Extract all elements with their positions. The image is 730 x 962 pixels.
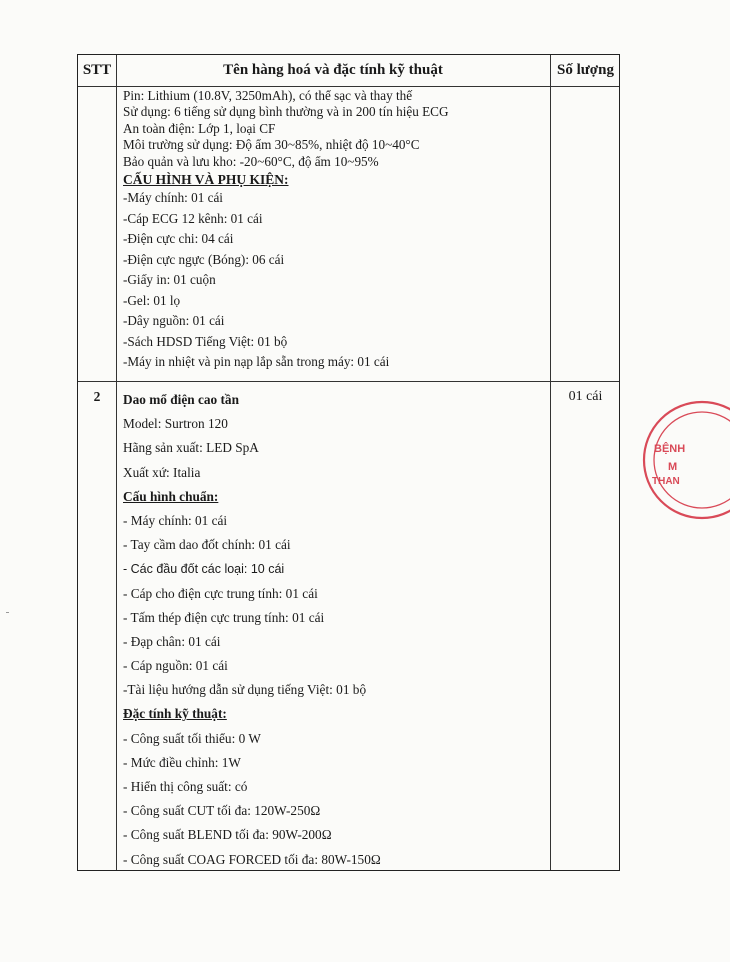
seal-icon — [640, 402, 730, 522]
config-item: -Giấy in: 01 cuộn — [123, 272, 216, 288]
config-item: -Điện cực ngực (Bóng): 06 cái — [123, 251, 285, 267]
spec-line: Sử dụng: 6 tiếng sử dụng bình thường và in 200 tín hiệu ECG — [123, 104, 449, 120]
tech-spec-item: - Công suất COAG FORCED tối đa: 80W-150Ω — [123, 851, 381, 867]
config-item: -Máy chính: 01 cái — [123, 190, 223, 206]
seal-text: THAN — [652, 476, 680, 487]
tech-spec-item: - Công suất tối thiểu: 0 W — [123, 730, 261, 746]
config-item: -Máy in nhiệt và pin nạp lắp sẵn trong máy: 01 cái — [123, 354, 390, 370]
row1-description — [123, 88, 543, 373]
row2-quantity: 01 cái — [568, 389, 603, 404]
std-config-item: - Tay cầm dao đốt chính: 01 cái — [123, 537, 291, 553]
header-stt: STT — [82, 62, 112, 78]
tech-spec-title: Đặc tính kỹ thuật: — [123, 706, 227, 722]
tech-spec-item: - Hiển thị công suất: có — [123, 779, 248, 794]
std-config-item: - Đạp chân: 01 cái — [123, 633, 221, 649]
spec-table — [77, 54, 620, 871]
item-model: Model: Surtron 120 — [123, 416, 228, 432]
tech-spec-item: - Mức điều chỉnh: 1W — [123, 754, 241, 770]
hospital-seal — [640, 402, 730, 522]
row2-stt: 2 — [93, 389, 101, 404]
item-origin: Xuất xứ: Italia — [123, 464, 201, 480]
config-title: CẤU HÌNH VÀ PHỤ KIỆN: — [123, 172, 289, 188]
seal-text: BỆNH — [654, 443, 686, 455]
row-divider — [78, 381, 619, 382]
column-divider — [116, 55, 117, 870]
std-config-item: - Các đầu đốt các loại: 10 cái — [123, 562, 285, 577]
config-item: -Điện cực chi: 04 cái — [123, 231, 234, 247]
std-config-item: -Tài liệu hướng dẫn sử dụng tiếng Việt: 01 bộ — [123, 682, 367, 698]
seal-text: M — [668, 461, 678, 473]
column-divider — [550, 55, 551, 870]
config-item: -Cáp ECG 12 kênh: 01 cái — [123, 210, 263, 226]
std-config-item: - Máy chính: 01 cái — [123, 512, 228, 528]
spec-line: An toàn điện: Lớp 1, loại CF — [123, 120, 276, 136]
scan-speck — [6, 612, 9, 613]
item-maker: Hãng sản xuất: LED SpA — [123, 440, 259, 456]
std-config-item: - Cáp nguồn: 01 cái — [123, 658, 228, 674]
header-item-name: Tên hàng hoá và đặc tính kỹ thuật — [223, 62, 443, 78]
config-item: -Sách HDSD Tiếng Việt: 01 bộ — [123, 333, 288, 349]
row2-description — [123, 388, 543, 872]
std-config-item: - Cáp cho điện cực trung tính: 01 cái — [123, 585, 318, 601]
spec-line: Bảo quản và lưu kho: -20~60°C, độ ẩm 10~95% — [123, 153, 379, 169]
item-title: Dao mổ điện cao tần — [123, 392, 239, 407]
spec-line: Môi trường sử dụng: Độ ẩm 30~85%, nhiệt độ 10~40°C — [123, 137, 420, 153]
row-divider — [78, 86, 619, 87]
config-list — [123, 188, 543, 373]
tech-spec-item: - Công suất BLEND tối đa: 90W-200Ω — [123, 827, 332, 843]
header-quantity: Số lượng — [557, 62, 614, 78]
std-config-title: Cấu hình chuẩn: — [123, 488, 219, 504]
config-item: -Gel: 01 lọ — [123, 292, 181, 308]
std-config-item: - Tấm thép điện cực trung tính: 01 cái — [123, 609, 325, 625]
config-item: -Dây nguồn: 01 cái — [123, 313, 225, 329]
spec-line: Pin: Lithium (10.8V, 3250mAh), có thể sạc và thay thế — [123, 88, 413, 103]
tech-spec-item: - Công suất CUT tối đa: 120W-250Ω — [123, 803, 321, 819]
